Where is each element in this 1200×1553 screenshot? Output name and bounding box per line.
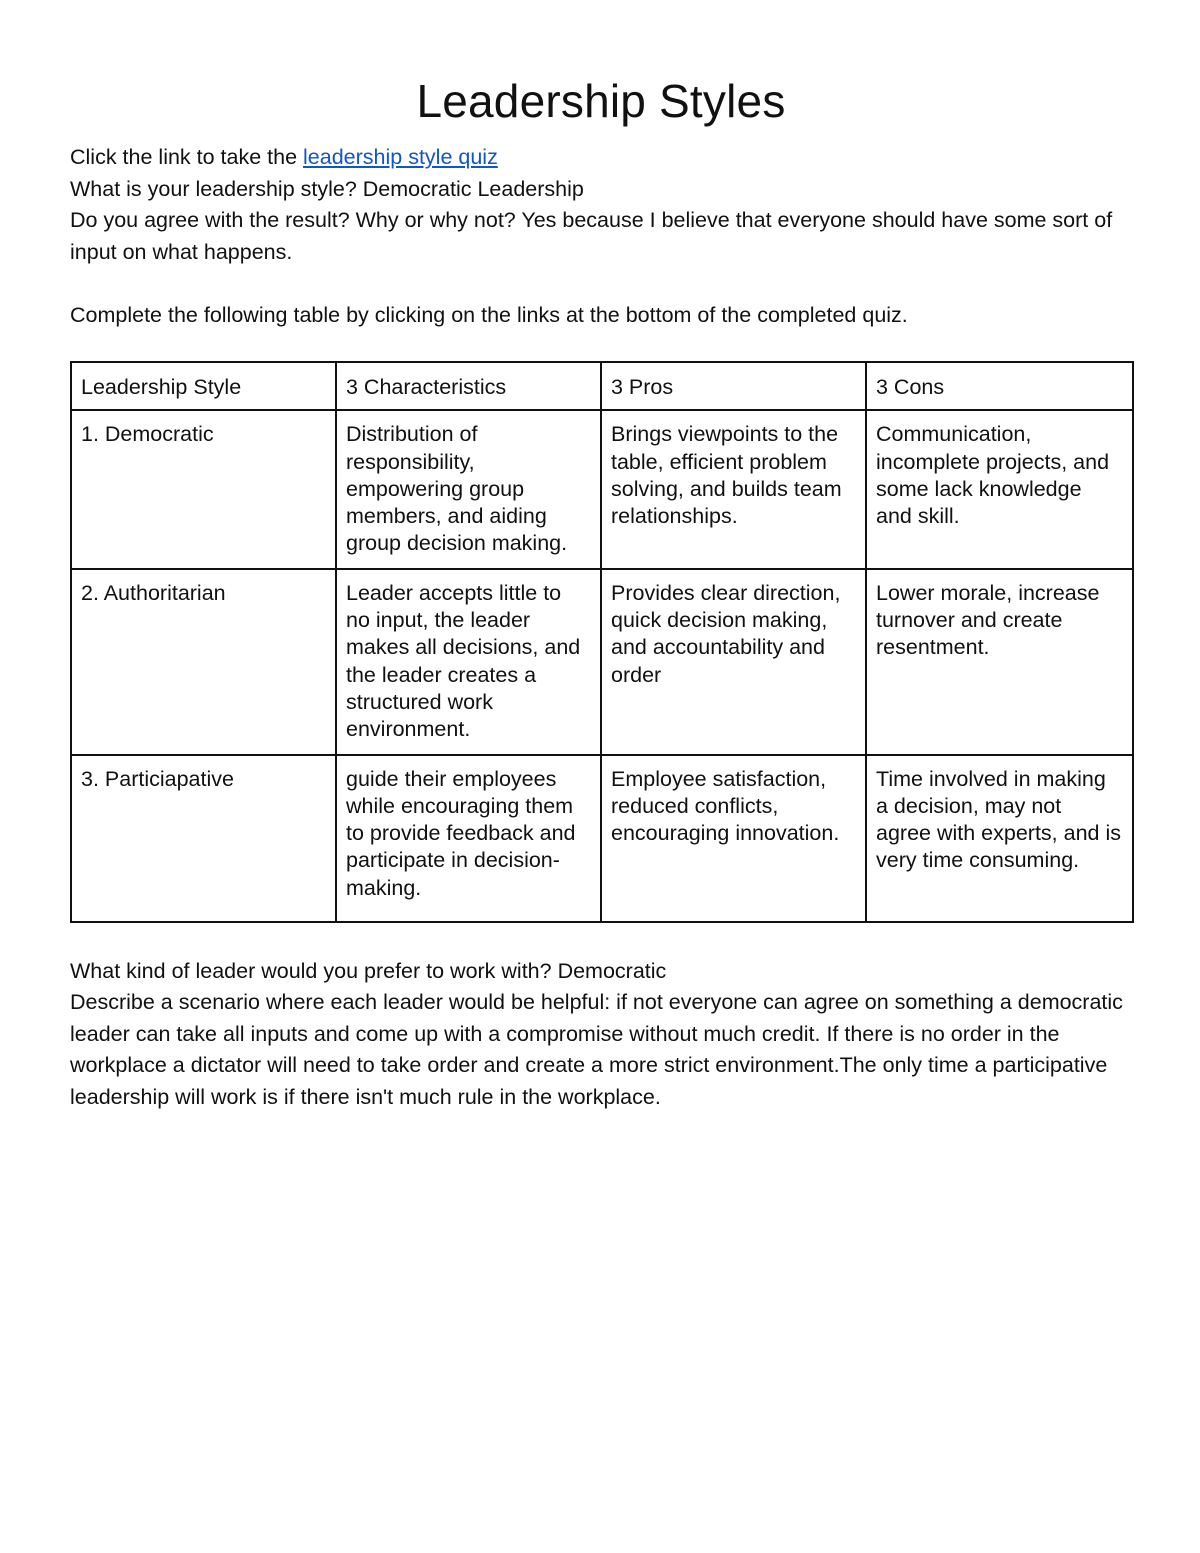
quiz-link-line [70,142,1132,174]
characteristics-cell: Leader accepts little to no input, the leader makes all decisions, and the leader creates a structured work environment. [336,569,601,755]
cons-cell: Time involved in making a decision, may not agree with experts, and is very time consuming. [866,755,1133,922]
cons-cell: Communication, incomplete projects, and some lack knowledge and skill. [866,410,1133,568]
outro-section [70,956,1132,1114]
blank-line [70,268,1132,300]
table-row [71,755,1133,922]
leadership-quiz-link[interactable]: leadership style quiz [303,145,498,169]
table-row [71,410,1133,568]
header-cell: 3 Pros [601,362,866,410]
agree-question: Do you agree with the result? Why or why not? Yes because I believe that everyone should have some sort of input on what happens. [70,208,1113,264]
cons-cell: Lower morale, increase turnover and create resentment. [866,569,1133,755]
pros-cell: Provides clear direction, quick decision making, and accountability and order [601,569,866,755]
table-instruction: Complete the following table by clicking on the links at the bottom of the completed quiz. [70,302,908,327]
scenario-answer: Describe a scenario where each leader would be helpful: if not everyone can agree on something a democratic leader can take all inputs and come up with a compromise without much credit. If there is no order in the workplace a dictator will need to take order and create a more strict environment.The only time a participative leadership will work is if there isn't much rule in the workplace. [70,990,1123,1109]
table-row [71,569,1133,755]
pros-cell: Employee satisfaction, reduced conflicts, encouraging innovation. [601,755,866,922]
pros-cell: Brings viewpoints to the table, efficient problem solving, and builds team relationships. [601,410,866,568]
style-cell: 2. Authoritarian [71,569,336,755]
header-cell: 3 Cons [866,362,1133,410]
document-page [70,72,1132,1113]
style-question: What is your leadership style? Democratic Leadership [70,176,584,201]
preference-answer: What kind of leader would you prefer to work with? Democratic [70,958,667,983]
style-cell: 1. Democratic [71,410,336,568]
table-header-row [71,362,1133,410]
characteristics-cell: Distribution of responsibility, empowering group members, and aiding group decision making. [336,410,601,568]
leadership-table [70,361,1134,923]
quiz-link-prefix: Click the link to take the [70,145,304,169]
page-title: Leadership Styles [416,75,786,127]
header-cell: Leadership Style [71,362,336,410]
characteristics-cell: guide their employees while encouraging them to provide feedback and participate in decision-making. [336,755,601,922]
intro-section [70,142,1132,331]
style-cell: 3. Particiapative [71,755,336,922]
header-cell: 3 Characteristics [336,362,601,410]
